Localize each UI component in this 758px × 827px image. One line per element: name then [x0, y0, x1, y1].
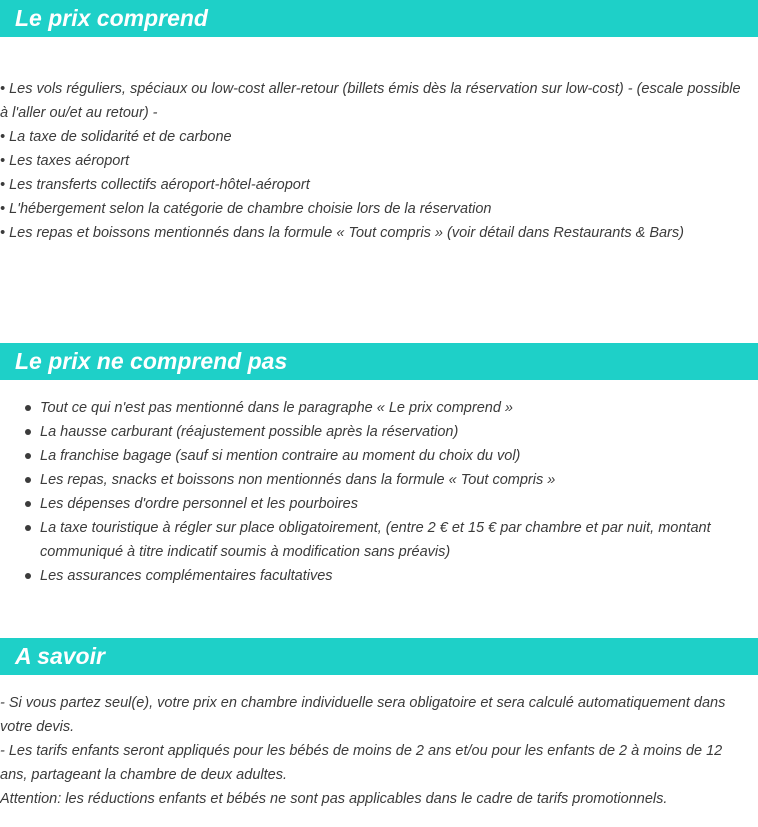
bullet-icon — [25, 405, 31, 411]
included-item: • Les vols réguliers, spéciaux ou low-cost aller-retour (billets émis dès la réservation sur low-cost) - (escale possible à l'aller ou/et au retour) - — [0, 81, 741, 121]
bullet-icon — [25, 573, 31, 579]
included-item: • La taxe de solidarité et de carbone — [0, 129, 232, 145]
excluded-list-container — [0, 396, 720, 588]
section-header-excluded — [0, 343, 758, 380]
section-header-info — [0, 638, 758, 675]
section-title-info: A savoir — [15, 643, 105, 669]
excluded-item — [0, 564, 720, 588]
excluded-item — [0, 396, 720, 420]
info-list — [0, 691, 752, 811]
section-title-included: Le prix comprend — [15, 5, 208, 31]
info-item: - Les tarifs enfants seront appliqués pour les bébés de moins de 2 ans et/ou pour les enfants de 2 à moins de 12 ans, partageant la chambre de deux adultes. — [0, 743, 723, 783]
excluded-item — [0, 420, 720, 444]
excluded-item — [0, 468, 720, 492]
excluded-item — [0, 444, 720, 468]
excluded-item-text: Les assurances complémentaires facultatives — [40, 568, 333, 584]
excluded-list — [0, 396, 720, 588]
excluded-item-text: La hausse carburant (réajustement possible après la réservation) — [40, 424, 459, 440]
excluded-item — [0, 492, 720, 516]
info-item: Attention: les réductions enfants et bébés ne sont pas applicables dans le cadre de tarifs promotionnels. — [0, 791, 668, 807]
bullet-icon — [25, 525, 31, 531]
excluded-item-text: Tout ce qui n'est pas mentionné dans le paragraphe « Le prix comprend » — [40, 400, 513, 416]
bullet-icon — [25, 501, 31, 507]
bullet-icon — [25, 477, 31, 483]
included-list — [0, 77, 752, 245]
excluded-item-text: Les dépenses d'ordre personnel et les pourboires — [40, 496, 358, 512]
section-title-excluded: Le prix ne comprend pas — [15, 348, 288, 374]
bullet-icon — [25, 453, 31, 459]
bullet-icon — [25, 429, 31, 435]
excluded-item — [0, 516, 720, 564]
section-header-included — [0, 0, 758, 37]
info-item: - Si vous partez seul(e), votre prix en chambre individuelle sera obligatoire et sera calculé automatiquement dans votre devis. — [0, 695, 726, 735]
included-item: • L'hébergement selon la catégorie de chambre choisie lors de la réservation — [0, 201, 492, 217]
included-item: • Les taxes aéroport — [0, 153, 130, 169]
excluded-item-text: La taxe touristique à régler sur place obligatoirement, (entre 2 € et 15 € par chambre et par nuit, montant communiqué à titre indicatif soumis à modification sans préavis) — [40, 520, 711, 560]
excluded-item-text: Les repas, snacks et boissons non mentionnés dans la formule « Tout compris » — [40, 472, 556, 488]
included-item: • Les transferts collectifs aéroport-hôtel-aéroport — [0, 177, 310, 193]
excluded-item-text: La franchise bagage (sauf si mention contraire au moment du choix du vol) — [40, 448, 521, 464]
included-item: • Les repas et boissons mentionnés dans la formule « Tout compris » (voir détail dans Restaurants & Bars) — [0, 225, 684, 241]
